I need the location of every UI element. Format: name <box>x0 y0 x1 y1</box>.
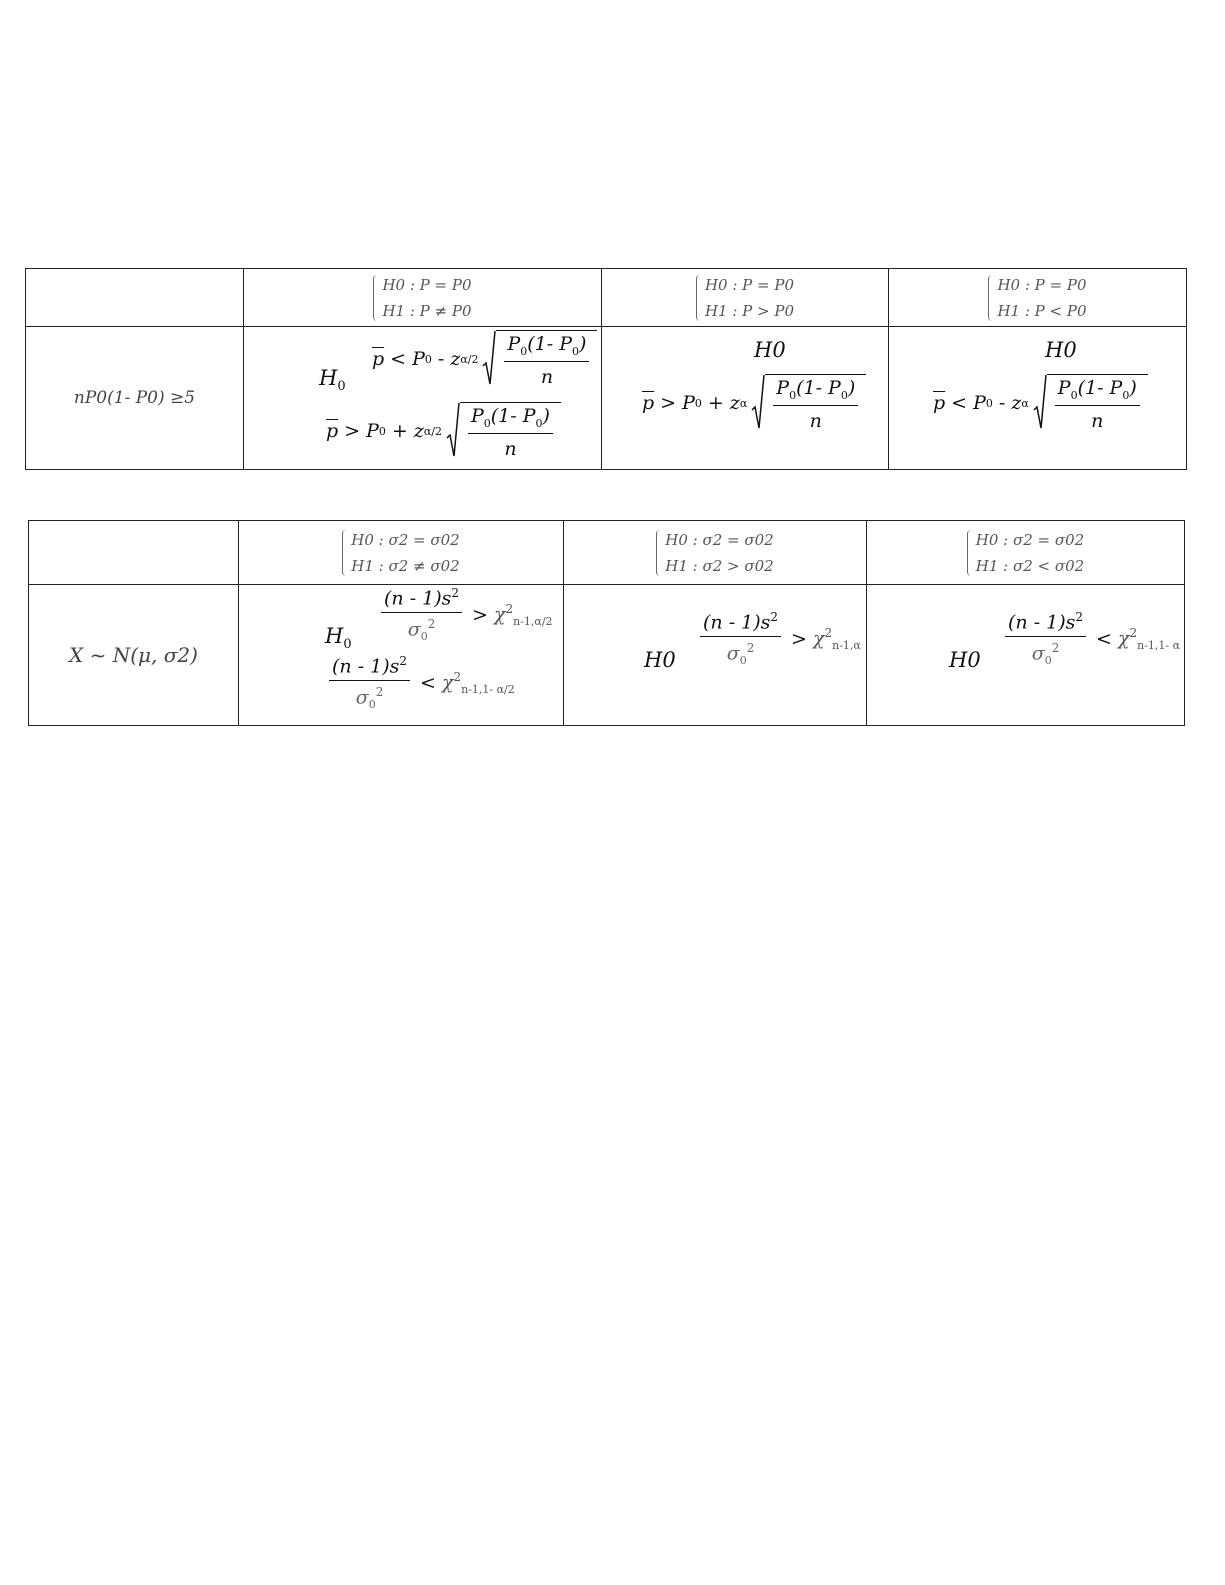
empty-header-cell <box>29 521 239 585</box>
null-hypothesis: H0 : σ2 = σ02 <box>975 530 1085 549</box>
hypothesis-cell-right <box>602 269 889 327</box>
variance-test-table <box>28 520 1185 726</box>
hypothesis-system <box>373 272 471 324</box>
right-rejection-formula: $\frac{(n - 1)s^2}{\sigma_0^2}$ > $\chi^2_{n-1,\alpha}$ <box>696 610 861 667</box>
brace-icon <box>656 530 662 576</box>
hypothesis-cell-right <box>564 521 867 585</box>
reject-h0-label: H0 <box>949 648 981 672</box>
rejection-rule-two-sided <box>239 585 564 726</box>
condition-cell <box>29 585 239 726</box>
brace-icon <box>373 275 379 321</box>
alternative-hypothesis: H1 : P > P0 <box>704 301 795 320</box>
lower-rejection-formula: $\frac{(n - 1)s^2}{\sigma_0^2}$ < $\chi^2_{n-1,1- \alpha/2}$ <box>325 654 515 711</box>
brace-icon <box>967 530 973 576</box>
right-rejection-formula: $\overline{p}$ > P 0 + z α $\frac{P_0(1- P_0)}{n}$ <box>642 374 866 432</box>
lower-rejection-formula: $\overline{p}$ < P 0 - z α/2 $\frac{P_0(1- P_0)}{n}$ <box>372 330 597 388</box>
null-hypothesis: H0 : σ2 = σ02 <box>351 530 460 549</box>
null-hypothesis: H0 : σ2 = σ02 <box>665 530 774 549</box>
hypothesis-system <box>967 527 1084 579</box>
hypothesis-cell-two-sided <box>244 269 602 327</box>
hypothesis-cell-left <box>867 521 1185 585</box>
null-hypothesis: H0 : P = P0 <box>382 275 472 294</box>
hypothesis-cell-two-sided <box>239 521 564 585</box>
sqrt-icon: $\frac{P_0(1- P_0)}{n}$ <box>1033 374 1148 432</box>
brace-icon <box>342 530 348 576</box>
rejection-rule-right <box>564 585 867 726</box>
condition-text: X ~ N(μ, σ2) <box>69 643 198 667</box>
hypothesis-system <box>696 272 794 324</box>
hypothesis-system <box>656 527 773 579</box>
null-hypothesis: H0 : P = P0 <box>997 275 1087 294</box>
rejection-rule-two-sided <box>244 327 602 470</box>
condition-cell <box>26 327 244 470</box>
sqrt-icon: $\frac{P_0(1- P_0)}{n}$ <box>482 330 597 388</box>
sqrt-icon: $\frac{P_0(1- P_0)}{n}$ <box>446 402 561 460</box>
reject-h0-label: H0 <box>644 648 676 672</box>
brace-icon <box>696 275 702 321</box>
proportion-test-table <box>25 268 1187 470</box>
condition-text: nP0(1- P0) ≥5 <box>73 388 196 408</box>
upper-rejection-formula: $\overline{p}$ > P 0 + z α/2 $\frac{P_0(1- P_0)}{n}$ <box>326 402 561 460</box>
reject-h0-label: H0 <box>754 338 786 362</box>
alternative-hypothesis: H1 : P < P0 <box>997 301 1087 320</box>
sqrt-icon: $\frac{P_0(1- P_0)}{n}$ <box>751 374 866 432</box>
alternative-hypothesis: H1 : σ2 < σ02 <box>975 556 1085 575</box>
hypothesis-cell-left <box>889 269 1187 327</box>
rejection-row <box>29 585 1185 726</box>
alternative-hypothesis: H1 : σ2 ≠ σ02 <box>351 556 460 575</box>
alternative-hypothesis: H1 : σ2 > σ02 <box>665 556 774 575</box>
rejection-rule-left <box>867 585 1185 726</box>
reject-h0-label: $H_0$ <box>325 624 352 653</box>
left-rejection-formula: $\frac{(n - 1)s^2}{\sigma_0^2}$ < $\chi^2_{n-1,1- \alpha}$ <box>1001 610 1180 667</box>
reject-h0-label: H0 <box>1045 338 1077 362</box>
empty-header-cell <box>26 269 244 327</box>
hypothesis-system <box>988 272 1086 324</box>
hypotheses-row <box>29 521 1185 585</box>
alternative-hypothesis: H1 : P ≠ P0 <box>382 301 472 320</box>
rejection-rule-left <box>889 327 1187 470</box>
rejection-rule-right <box>602 327 889 470</box>
reject-h0-label: $H_0$ <box>319 366 346 395</box>
rejection-row <box>26 327 1187 470</box>
left-rejection-formula: $\overline{p}$ < P 0 - z α $\frac{P_0(1- P_0)}{n}$ <box>933 374 1148 432</box>
hypothesis-system <box>342 527 459 579</box>
brace-icon <box>988 275 994 321</box>
upper-rejection-formula: $\frac{(n - 1)s^2}{\sigma_0^2}$ > $\chi^2_{n-1,\alpha/2}$ <box>377 586 553 643</box>
null-hypothesis: H0 : P = P0 <box>704 275 795 294</box>
hypotheses-row <box>26 269 1187 327</box>
